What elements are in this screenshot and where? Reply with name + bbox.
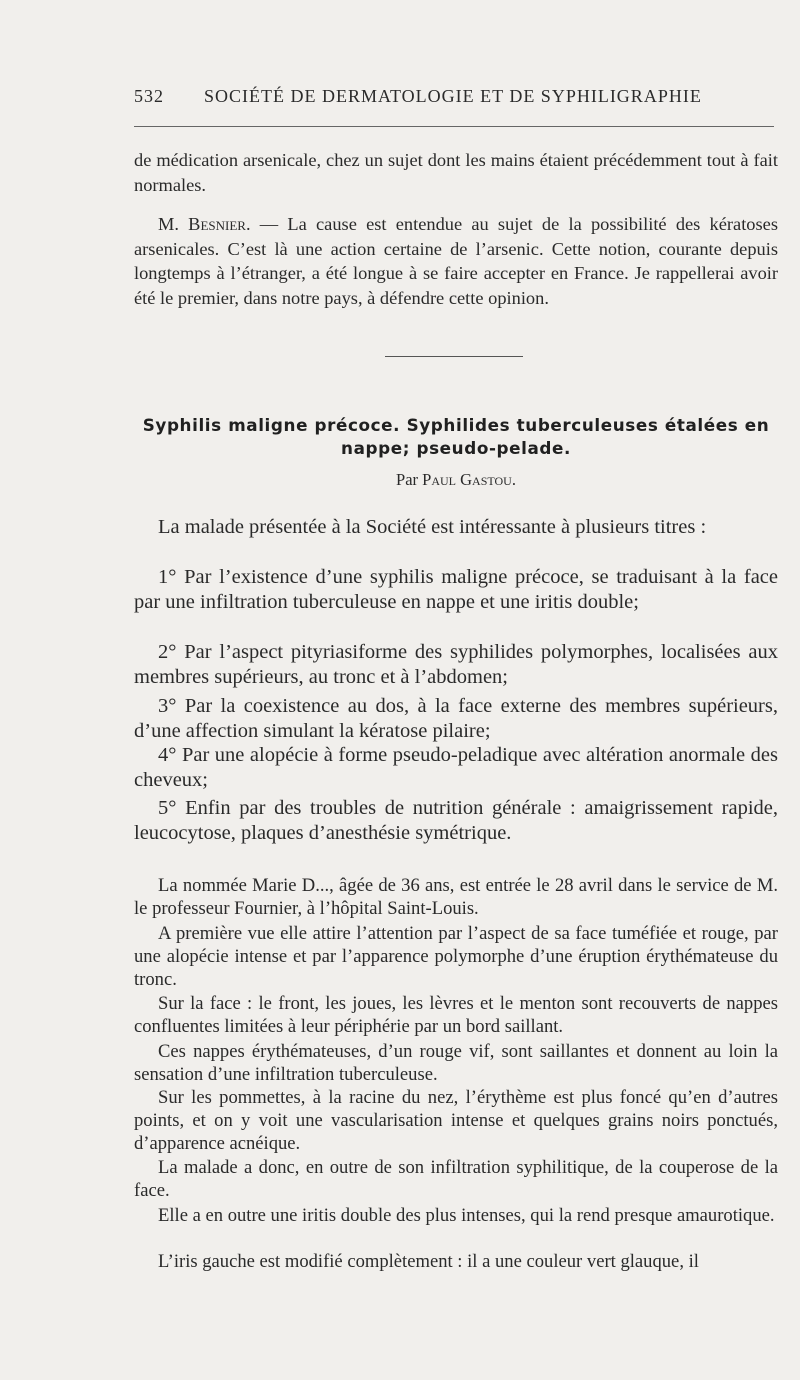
article-title: Syphilis maligne précoce. Syphilides tuberculeuses étalées en nappe; pseudo-pelade. — [142, 415, 770, 458]
list-item-2: 2° Par l’aspect pityriasiforme des syphilides polymorphes, localisées aux membres supérieurs, au tronc et à l’abdomen; — [134, 641, 778, 688]
case-paragraph-8: L’iris gauche est modifié complètement : il a une couleur vert glauque, il — [158, 1251, 699, 1272]
case-paragraph-5: Sur les pommettes, à la racine du nez, l’érythème est plus foncé qu’en d’autres points, et on y voit une vascularisation intense et quelques grains noirs ponctués, d’apparence acnéique. — [134, 1087, 778, 1155]
running-header — [134, 86, 774, 114]
case-paragraph-1: La nommée Marie D..., âgée de 36 ans, est entrée le 28 avril dans le service de M. le professeur Fournier, à l’hôpital Saint-Louis. — [134, 875, 778, 920]
intro-paragraph: La malade présentée à la Société est intéressante à plusieurs titres : — [158, 516, 707, 538]
paragraph-continuation: de médication arsenicale, chez un sujet dont les mains étaient précédemment tout à fait normales. — [134, 150, 778, 195]
case-paragraph-4: Ces nappes érythémateuses, d’un rouge vif, sont saillantes et donnent au loin la sensation d’une infiltration tuberculeuse. — [134, 1041, 778, 1086]
author-name: Paul Gastou. — [422, 470, 516, 489]
list-item-5: 5° Enfin par des troubles de nutrition générale : amaigrissement rapide, leucocytose, plaques d’anesthésie symétrique. — [134, 797, 778, 844]
case-paragraph-3: Sur la face : le front, les joues, les lèvres et le menton sont recouverts de nappes confluentes limitées à leur périphérie par un bord saillant. — [134, 993, 778, 1038]
running-head: SOCIÉTÉ DE DERMATOLOGIE ET DE SYPHILIGRAPHIE — [204, 86, 702, 106]
header-rule — [134, 126, 774, 127]
case-paragraph-2: A première vue elle attire l’attention par l’aspect de sa face tuméfiée et rouge, par une alopécie intense et par l’apparence polymorphe d’une éruption érythémateuse du tronc. — [134, 923, 778, 991]
byline-prefix: Par — [396, 470, 423, 489]
byline — [134, 470, 778, 490]
paragraph-besnier — [134, 212, 778, 310]
section-separator — [385, 356, 523, 357]
case-paragraph-6: La malade a donc, en outre de son infiltration syphilitique, de la couperose de la face. — [134, 1157, 778, 1202]
list-item-1: 1° Par l’existence d’une syphilis maligne précoce, se traduisant à la face par une infiltration tuberculeuse en nappe et une iritis double; — [134, 566, 778, 613]
page-number: 532 — [134, 86, 164, 106]
list-item-3: 3° Par la coexistence au dos, à la face externe des membres supérieurs, d’une affection simulant la kératose pilaire; — [134, 695, 778, 742]
speaker-name: M. Besnier. — [158, 214, 251, 234]
list-item-4: 4° Par une alopécie à forme pseudo-peladique avec altération anormale des cheveux; — [134, 744, 778, 791]
case-paragraph-7: Elle a en outre une iritis double des plus intenses, qui la rend presque amaurotique. — [158, 1205, 775, 1226]
paragraph-besnier-text: — La cause est entendue au sujet de la possibilité des kératoses arsenicales. C’est là une action certaine de l’arsenic. Cette notion, courante depuis longtemps à l’étranger, a été longue à se faire accepter en France. Je rappellerai avoir été le premier, dans notre pays, à défendre cette opinion. — [134, 214, 778, 308]
